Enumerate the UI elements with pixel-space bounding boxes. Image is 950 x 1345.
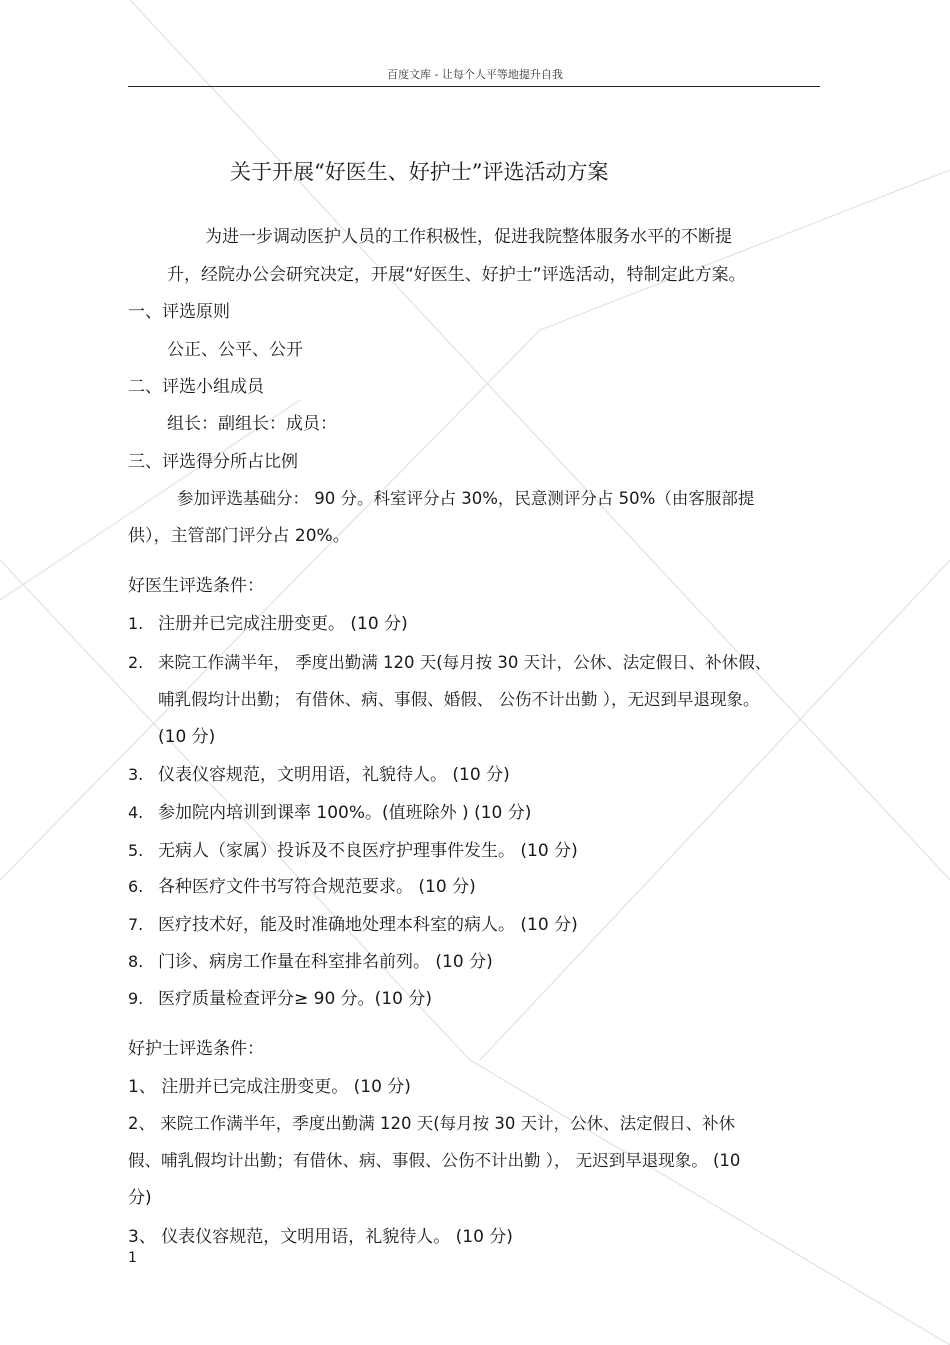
document-title: 关于开展“好医生、好护士”评选活动方案 [230, 160, 609, 184]
nurse-item-2-cont: 假、哺乳假均计出勤；有借休、病、事假、公伤不计出勤 ）， 无迟到早退现象。 (10 [128, 1151, 741, 1170]
doctor-item-7-text: 医疗技术好，能及时准确地处理本科室的病人。 (10 分) [158, 915, 578, 935]
doctor-item-5-text: 无病人（家属）投诉及不良医疗护理事件发生。 (10 分) [158, 841, 578, 861]
nurse-item-2-score: 分) [128, 1188, 152, 1208]
section-1-heading: 一、评选原则 [128, 302, 230, 322]
doctor-item-1-number: 1. [128, 614, 144, 633]
doctor-item-2-text-cont: 哺乳假均计出勤； 有借休、病、事假、婚假、 公伤不计出勤 ），无迟到早退现象。 [158, 690, 760, 709]
doctor-item-2-number: 2. [128, 653, 144, 672]
doctor-item-6-number: 6. [128, 877, 144, 896]
doctor-criteria-heading: 好医生评选条件： [128, 576, 264, 596]
section-1-body: 公正、公平、公开 [167, 340, 303, 360]
doctor-item-5-number: 5. [128, 841, 144, 860]
doctor-item-4-number: 4. [128, 803, 144, 822]
doctor-item-9-number: 9. [128, 989, 144, 1008]
doctor-item-2-text: 来院工作满半年， 季度出勤满 120 天(每月按 30 天计，公休、法定假日、补休假、 [158, 653, 772, 672]
nurse-item-3: 3、 仪表仪容规范，文明用语，礼貌待人。 (10 分) [128, 1227, 513, 1247]
doctor-item-3-text: 仪表仪容规范，文明用语，礼貌待人。 (10 分) [158, 765, 510, 785]
intro-line-2: 升，经院办公会研究决定，开展“好医生、好护士”评选活动，特制定此方案。 [167, 265, 746, 285]
doctor-item-1-text: 注册并已完成注册变更。 (10 分) [158, 614, 408, 634]
page-number: 1 [128, 1250, 137, 1266]
doctor-item-8-text: 门诊、病房工作量在科室排名前列。 (10 分) [158, 952, 493, 972]
doctor-item-4-text: 参加院内培训到课率 100%。(值班除外 ) (10 分) [158, 803, 532, 823]
section-3-heading: 三、评选得分所占比例 [128, 452, 298, 472]
doctor-item-6-text: 各种医疗文件书写符合规范要求。 (10 分) [158, 877, 476, 897]
nurse-criteria-heading: 好护士评选条件： [128, 1039, 264, 1059]
doctor-item-2-score: (10 分) [158, 727, 216, 747]
section-2-heading: 二、评选小组成员 [128, 377, 264, 397]
nurse-item-1: 1、 注册并已完成注册变更。 (10 分) [128, 1077, 411, 1097]
nurse-item-2: 2、 来院工作满半年，季度出勤满 120 天(每月按 30 天计，公休、法定假日、补休 [128, 1114, 736, 1133]
section-3-body-line-1: 参加评选基础分： 90 分。科室评分占 30%，民意测评分占 50%（由客服部提 [177, 489, 755, 508]
doctor-item-9-text: 医疗质量检查评分≥ 90 分。(10 分) [158, 989, 432, 1009]
page-header: 百度文库 - 让每个人平等地提升自我 [387, 68, 563, 81]
section-2-body: 组长：副组长：成员： [167, 414, 337, 434]
doctor-item-7-number: 7. [128, 915, 144, 934]
doctor-item-3-number: 3. [128, 765, 144, 784]
header-rule [128, 86, 820, 87]
intro-line-1: 为进一步调动医护人员的工作积极性，促进我院整体服务水平的不断提 [205, 227, 732, 247]
section-3-body-line-2: 供），主管部门评分占 20%。 [128, 526, 350, 546]
doctor-item-8-number: 8. [128, 952, 144, 971]
